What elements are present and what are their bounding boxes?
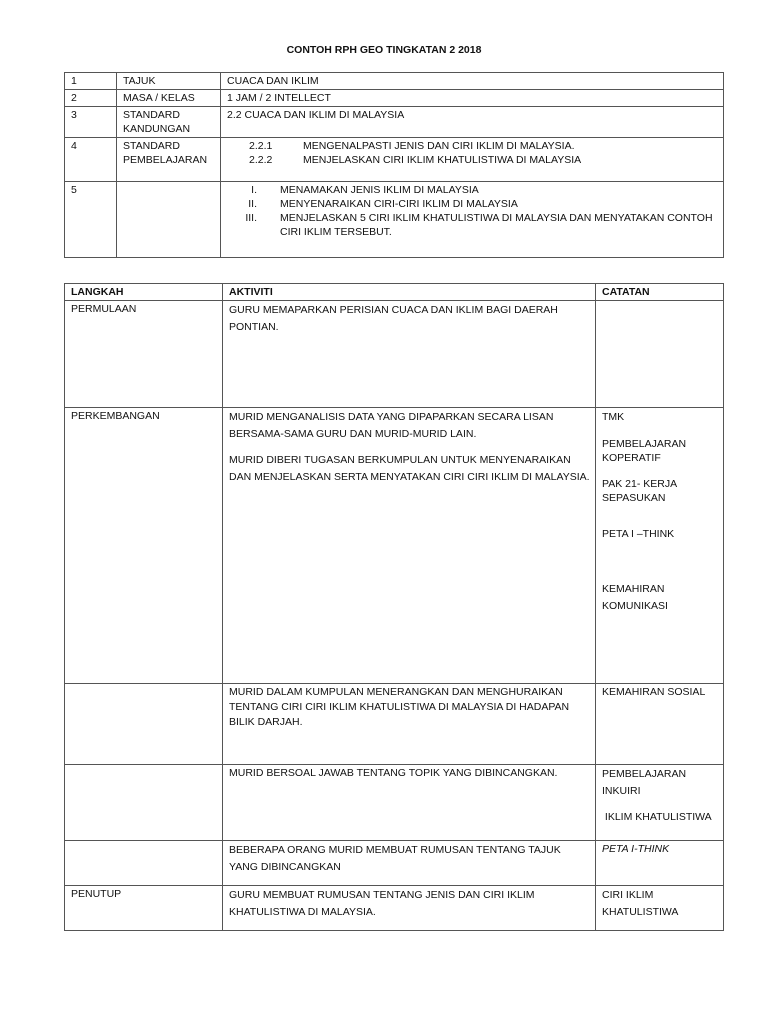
row-label: MASA / KELAS — [117, 90, 221, 107]
catatan-cell — [596, 408, 724, 684]
row-number: 5 — [65, 182, 117, 258]
standard-item — [227, 139, 718, 153]
table-row — [65, 73, 724, 90]
lesson-plan-table — [64, 283, 724, 931]
row-value — [221, 182, 724, 258]
aktiviti-text: MURID MENGANALISIS DATA YANG DIPAPARKAN SECARA LISAN BERSAMA-SAMA GURU DAN MURID-MURID LAIN. — [229, 411, 554, 440]
table-row — [65, 182, 724, 258]
langkah-cell: PERKEMBANGAN — [65, 408, 223, 684]
langkah-cell: PENUTUP — [65, 886, 223, 931]
table-row — [65, 408, 724, 684]
objective-text: MENYENARAIKAN CIRI-CIRI IKLIM DI MALAYSIA — [280, 198, 518, 210]
table-row — [65, 301, 724, 408]
header-langkah: LANGKAH — [65, 284, 223, 301]
objective-item — [227, 197, 718, 211]
table-row — [65, 107, 724, 138]
catatan-text: PEMBELAJARAN KOPERATIF — [602, 438, 687, 464]
objective-item — [227, 183, 718, 197]
header-aktiviti: AKTIVITI — [223, 284, 596, 301]
catatan-text: TMK — [602, 411, 625, 423]
table-row — [65, 841, 724, 886]
row-number: 3 — [65, 107, 117, 138]
langkah-cell: PERMULAAN — [65, 301, 223, 408]
row-value: 1 JAM / 2 INTELLECT — [221, 90, 724, 107]
catatan-text: PEMBELAJARAN INKUIRI — [602, 768, 687, 797]
aktiviti-cell: BEBERAPA ORANG MURID MEMBUAT RUMUSAN TENTANG TAJUK YANG DIBINCANGKAN — [223, 841, 596, 886]
objective-item — [227, 211, 718, 239]
row-value: 2.2 CUACA DAN IKLIM DI MALAYSIA — [221, 107, 724, 138]
catatan-text: PETA I –THINK — [602, 528, 675, 540]
row-number: 4 — [65, 138, 117, 182]
table-row — [65, 138, 724, 182]
row-label: TAJUK — [117, 73, 221, 90]
row-number: 1 — [65, 73, 117, 90]
table-header-row — [65, 284, 724, 301]
aktiviti-cell — [223, 408, 596, 684]
aktiviti-cell: MURID BERSOAL JAWAB TENTANG TOPIK YANG DIBINCANGKAN. — [223, 765, 596, 841]
aktiviti-cell: MURID DALAM KUMPULAN MENERANGKAN DAN MENGHURAIKAN TENTANG CIRI CIRI IKLIM KHATULISTIWA DI MALAYSIA DI HADAPAN BILIK DARJAH. — [223, 684, 596, 765]
catatan-cell: KEMAHIRAN SOSIAL — [596, 684, 724, 765]
aktiviti-text: MURID DIBERI TUGASAN BERKUMPULAN UNTUK MENYENARAIKAN DAN MENJELASKAN SERTA MENYATAKAN CIRI CIRI IKLIM DI MALAYSIA. — [229, 454, 590, 483]
table-row — [65, 684, 724, 765]
standard-item — [227, 153, 718, 167]
lesson-info-table — [64, 72, 724, 258]
catatan-cell: PETA I-THINK — [596, 841, 724, 886]
catatan-text: KEMAHIRAN KOMUNIKASI — [602, 583, 668, 612]
standard-text: MENGENALPASTI JENIS DAN CIRI IKLIM DI MALAYSIA. — [303, 140, 575, 152]
objective-text: MENJELASKAN 5 CIRI IKLIM KHATULISTIWA DI MALAYSIA DAN MENYATAKAN CONTOH CIRI IKLIM TERSEBUT. — [280, 212, 713, 238]
table-row — [65, 886, 724, 931]
header-catatan: CATATAN — [596, 284, 724, 301]
row-value: CUACA DAN IKLIM — [221, 73, 724, 90]
standard-number: 2.2.1 — [249, 140, 273, 152]
standard-number: 2.2.2 — [249, 154, 273, 166]
standard-text: MENJELASKAN CIRI IKLIM KHATULISTIWA DI MALAYSIA — [303, 154, 582, 166]
catatan-cell — [596, 765, 724, 841]
objective-text: MENAMAKAN JENIS IKLIM DI MALAYSIA — [280, 184, 479, 196]
aktiviti-cell: GURU MEMAPARKAN PERISIAN CUACA DAN IKLIM BAGI DAERAH PONTIAN. — [223, 301, 596, 408]
objective-number: III. — [245, 212, 257, 224]
objective-number: II. — [248, 198, 257, 210]
row-label: STANDARD PEMBELAJARAN — [117, 138, 221, 182]
row-label: STANDARD KANDUNGAN — [117, 107, 221, 138]
objective-number: I. — [251, 184, 257, 196]
page-title: CONTOH RPH GEO TINGKATAN 2 2018 — [286, 44, 482, 56]
aktiviti-cell: GURU MEMBUAT RUMUSAN TENTANG JENIS DAN CIRI IKLIM KHATULISTIWA DI MALAYSIA. — [223, 886, 596, 931]
row-number: 2 — [65, 90, 117, 107]
langkah-cell — [65, 684, 223, 765]
row-label — [117, 182, 221, 258]
row-value — [221, 138, 724, 182]
table-row — [65, 90, 724, 107]
langkah-cell — [65, 765, 223, 841]
langkah-cell — [65, 841, 223, 886]
catatan-cell — [596, 301, 724, 408]
catatan-text: IKLIM KHATULISTIWA — [602, 811, 712, 823]
catatan-cell: CIRI IKLIM KHATULISTIWA — [596, 886, 724, 931]
catatan-text: PAK 21- KERJA SEPASUKAN — [602, 478, 677, 504]
table-row — [65, 765, 724, 841]
